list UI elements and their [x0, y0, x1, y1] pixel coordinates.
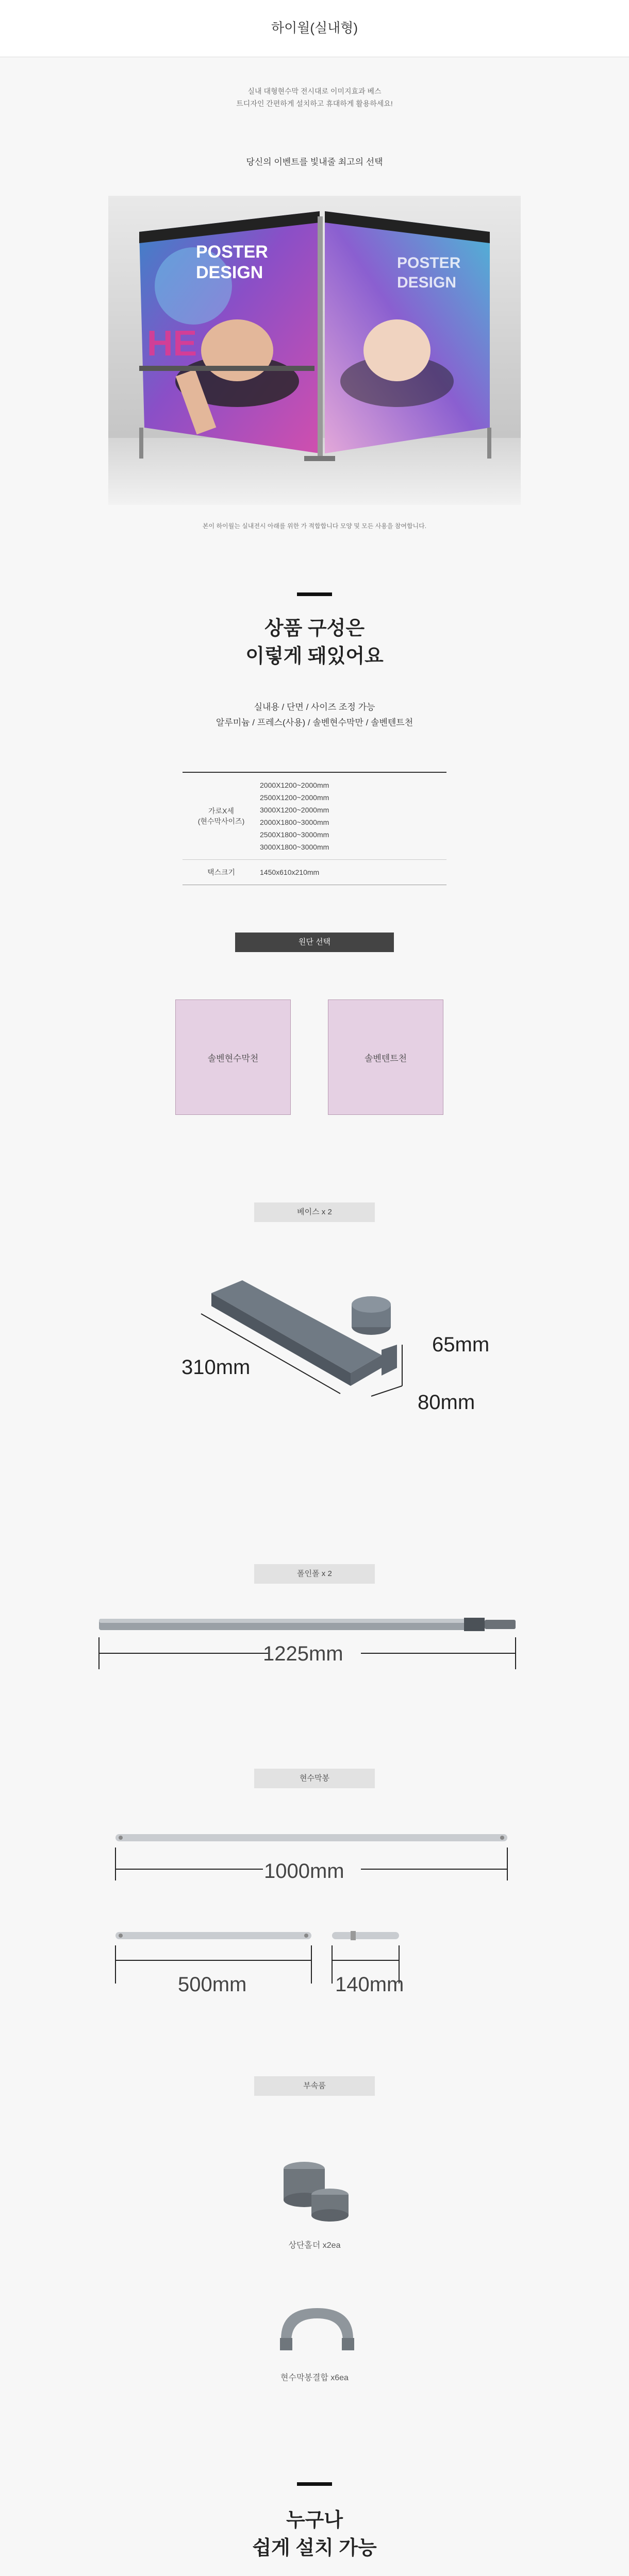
spec-key: 택스크기	[207, 868, 236, 876]
hanger-short-dimension: 140mm	[335, 1973, 404, 1996]
svg-text:HE: HE	[147, 323, 197, 363]
spec-value: 2000X1200~2000mm	[260, 781, 329, 789]
install-title-line-1: 누구나	[286, 2510, 343, 2531]
spec-key: 가로X세 (현수막사이즈)	[197, 807, 245, 825]
fabric-option-banner[interactable]	[175, 999, 291, 1115]
composition-desc-line-1: 실내용 / 단면 / 사이즈 조정 가능	[254, 702, 375, 712]
spec-value: 1450x610x210mm	[260, 868, 320, 876]
hanger-mid-dimension: 500mm	[178, 1973, 247, 1996]
lead-text: 당신의 이벤트를 빛내줄 최고의 선택	[246, 157, 383, 167]
intro-line-1: 실내 대형현수막 전시대로 이미지효과 베스	[247, 87, 382, 95]
fabric-label: 원단 선택	[235, 933, 394, 952]
section-divider	[297, 592, 332, 596]
svg-text:DESIGN: DESIGN	[397, 274, 457, 291]
base-height-dimension: 65mm	[432, 1333, 490, 1356]
page-header	[0, 0, 629, 57]
spec-table	[183, 772, 446, 885]
composition-title-line-2: 이렇게 돼있어요	[245, 646, 384, 667]
top-holder-illustration	[268, 2138, 361, 2226]
svg-text:POSTER: POSTER	[196, 242, 268, 262]
intro-text	[0, 85, 629, 110]
spec-value: 2500X1200~2000mm	[260, 793, 329, 802]
spec-row-case	[183, 860, 446, 885]
accessory-label: 부속품	[254, 2076, 375, 2096]
fabric-option-tent[interactable]	[328, 999, 443, 1115]
fabric-option-label: 솔벤텐트천	[364, 1053, 407, 1063]
spec-values	[260, 773, 446, 859]
base-label: 베이스 x 2	[254, 1202, 375, 1222]
intro-line-2: 트디자인 간편하게 설치하고 휴대하게 활용하세요!	[236, 99, 393, 108]
composition-desc	[0, 700, 629, 731]
spec-value: 2500X1800~3000mm	[260, 831, 329, 839]
base-length-dimension: 310mm	[181, 1356, 251, 1379]
spec-values	[260, 860, 446, 885]
install-title-line-2: 쉽게 설치 가능	[252, 2537, 377, 2559]
fabric-option-label: 솔벤현수막천	[207, 1053, 259, 1063]
spec-value: 2000X1800~3000mm	[260, 818, 329, 826]
composition-title	[0, 615, 629, 670]
hero-caption: 본이 하이월는 실내전시 아래를 위한 가 적합합니다 모양 및 모든 사용을 참여합니다.	[202, 522, 427, 530]
composition-desc-line-2: 알루미늄 / 프레스(사용) / 솔벤현수막만 / 솔벤텐트천	[216, 718, 413, 727]
pole-length-dimension: 1225mm	[263, 1642, 343, 1665]
svg-text:DESIGN: DESIGN	[196, 263, 263, 282]
install-title	[0, 2506, 629, 2562]
top-holder-caption: 상단홀더 x2ea	[288, 2241, 341, 2250]
svg-text:POSTER: POSTER	[397, 255, 461, 272]
pole-label: 폴인폴 x 2	[254, 1564, 375, 1584]
base-depth-dimension: 80mm	[418, 1391, 475, 1414]
section-divider	[297, 2482, 332, 2486]
hero-illustration	[108, 196, 521, 505]
bar-joint-caption: 현수막봉결합 x6ea	[280, 2374, 349, 2382]
spec-value: 3000X1200~2000mm	[260, 806, 329, 814]
composition-title-line-1: 상품 구성은	[264, 618, 365, 639]
page-title: 하이월(실내형)	[271, 20, 358, 36]
hanger-illustration	[113, 1829, 516, 2004]
hero-product-image	[108, 196, 521, 505]
spec-row-size	[183, 773, 446, 860]
spec-value: 3000X1800~3000mm	[260, 843, 329, 851]
hanger-label: 현수막봉	[254, 1769, 375, 1788]
bar-joint-illustration	[266, 2293, 369, 2360]
hanger-long-dimension: 1000mm	[264, 1860, 344, 1883]
